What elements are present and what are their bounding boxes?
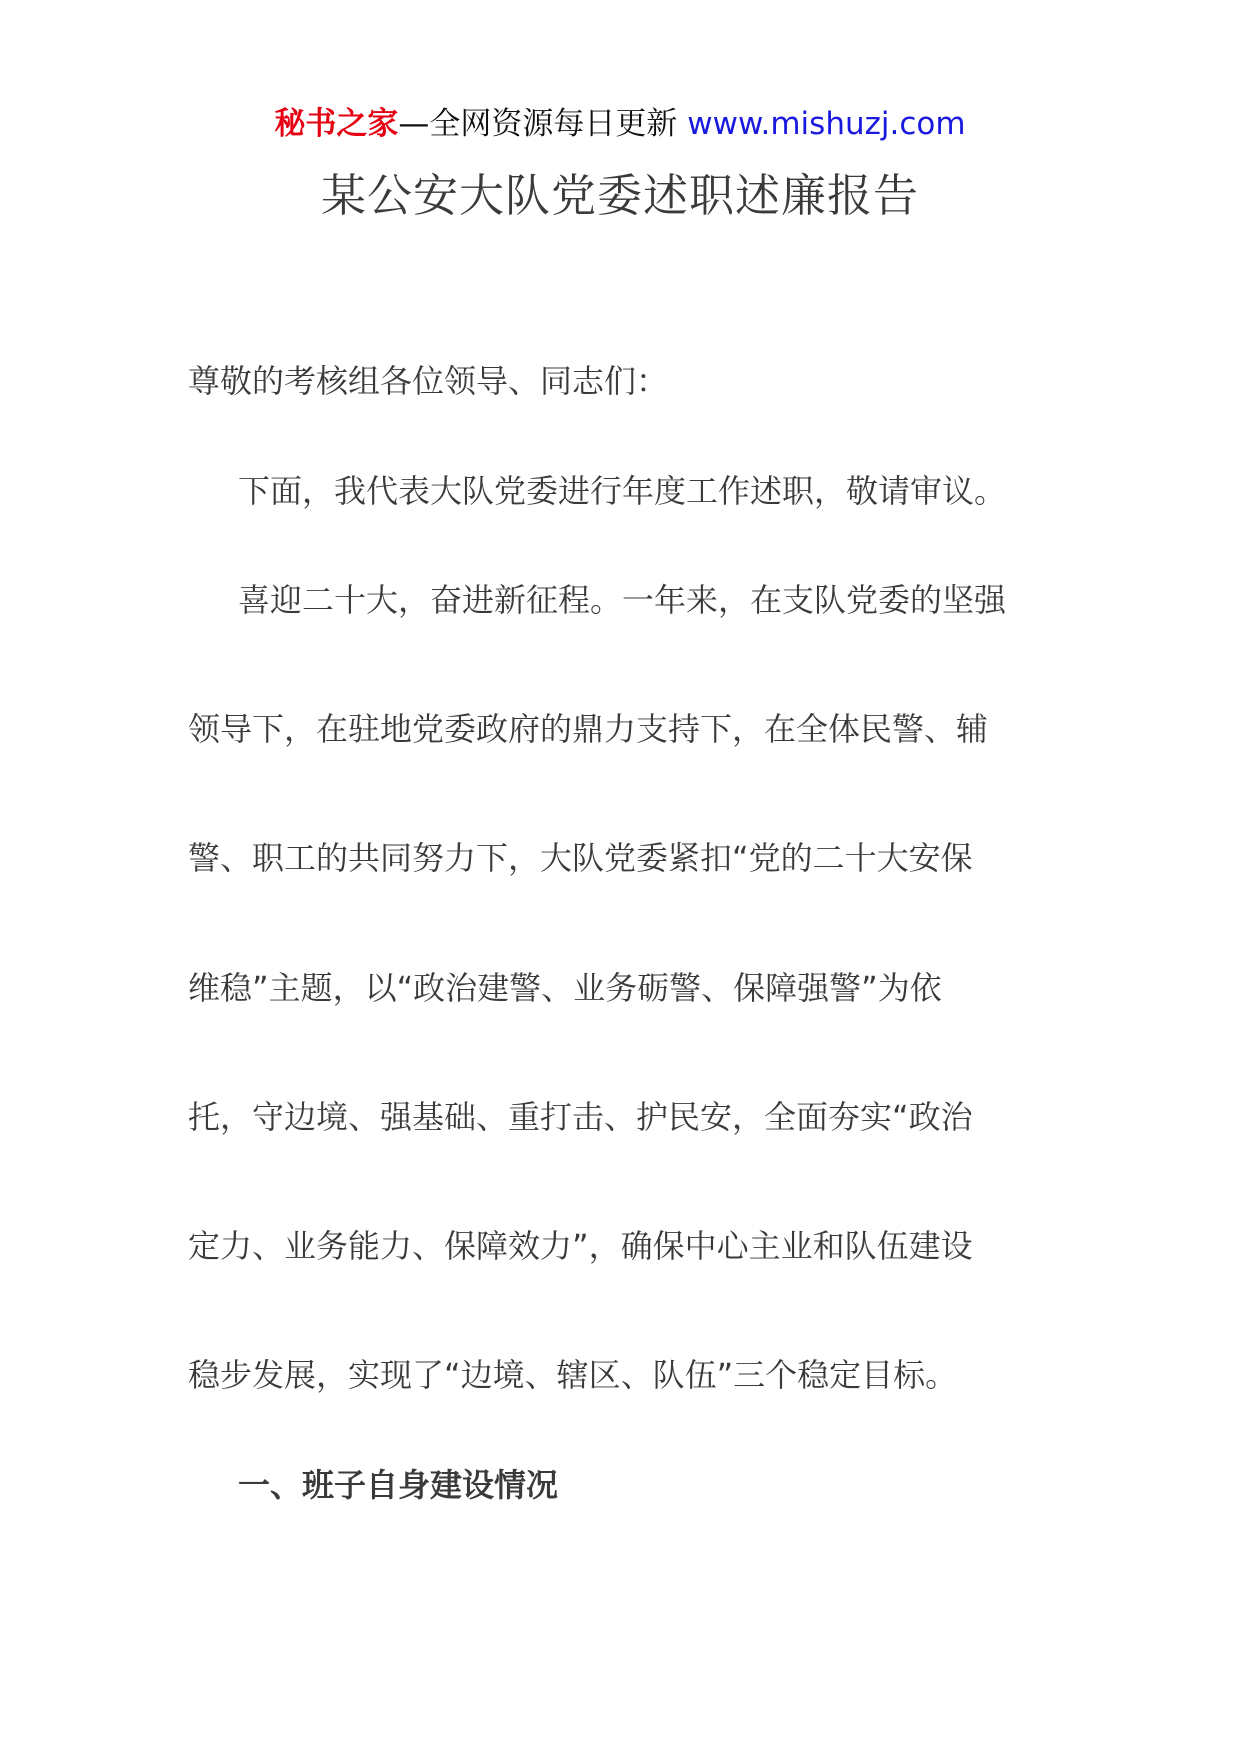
body-line: 定力、业务能力、保障效力”，确保中心主业和队伍建设: [188, 1227, 973, 1265]
watermark-header: [0, 102, 1240, 146]
body-line: 维稳”主题，以“政治建警、业务砺警、保障强警”为依: [188, 969, 942, 1007]
body-line: 警、职工的共同努力下，大队党委紧扣“党的二十大安保: [188, 839, 973, 877]
intro-paragraph: 下面，我代表大队党委进行年度工作述职，敬请审议。: [238, 472, 1007, 510]
brand-tagline: —全网资源每日更新: [398, 106, 678, 142]
brand-url-link[interactable]: www.mishuzj.com: [687, 106, 966, 142]
document-title: 某公安大队党委述职述廉报告: [320, 169, 919, 222]
body-line: 托，守边境、强基础、重打击、护民安，全面夯实“政治: [188, 1098, 973, 1136]
body-line: 喜迎二十大，奋进新征程。一年来，在支队党委的坚强: [238, 581, 1007, 619]
body-line: 领导下，在驻地党委政府的鼎力支持下，在全体民警、辅: [188, 710, 989, 748]
body-line: 稳步发展，实现了“边境、辖区、队伍”三个稳定目标。: [188, 1356, 958, 1394]
section-heading: 一、班子自身建设情况: [238, 1466, 559, 1504]
brand-name: 秘书之家: [274, 106, 399, 142]
salutation: 尊敬的考核组各位领导、同志们：: [188, 362, 669, 400]
